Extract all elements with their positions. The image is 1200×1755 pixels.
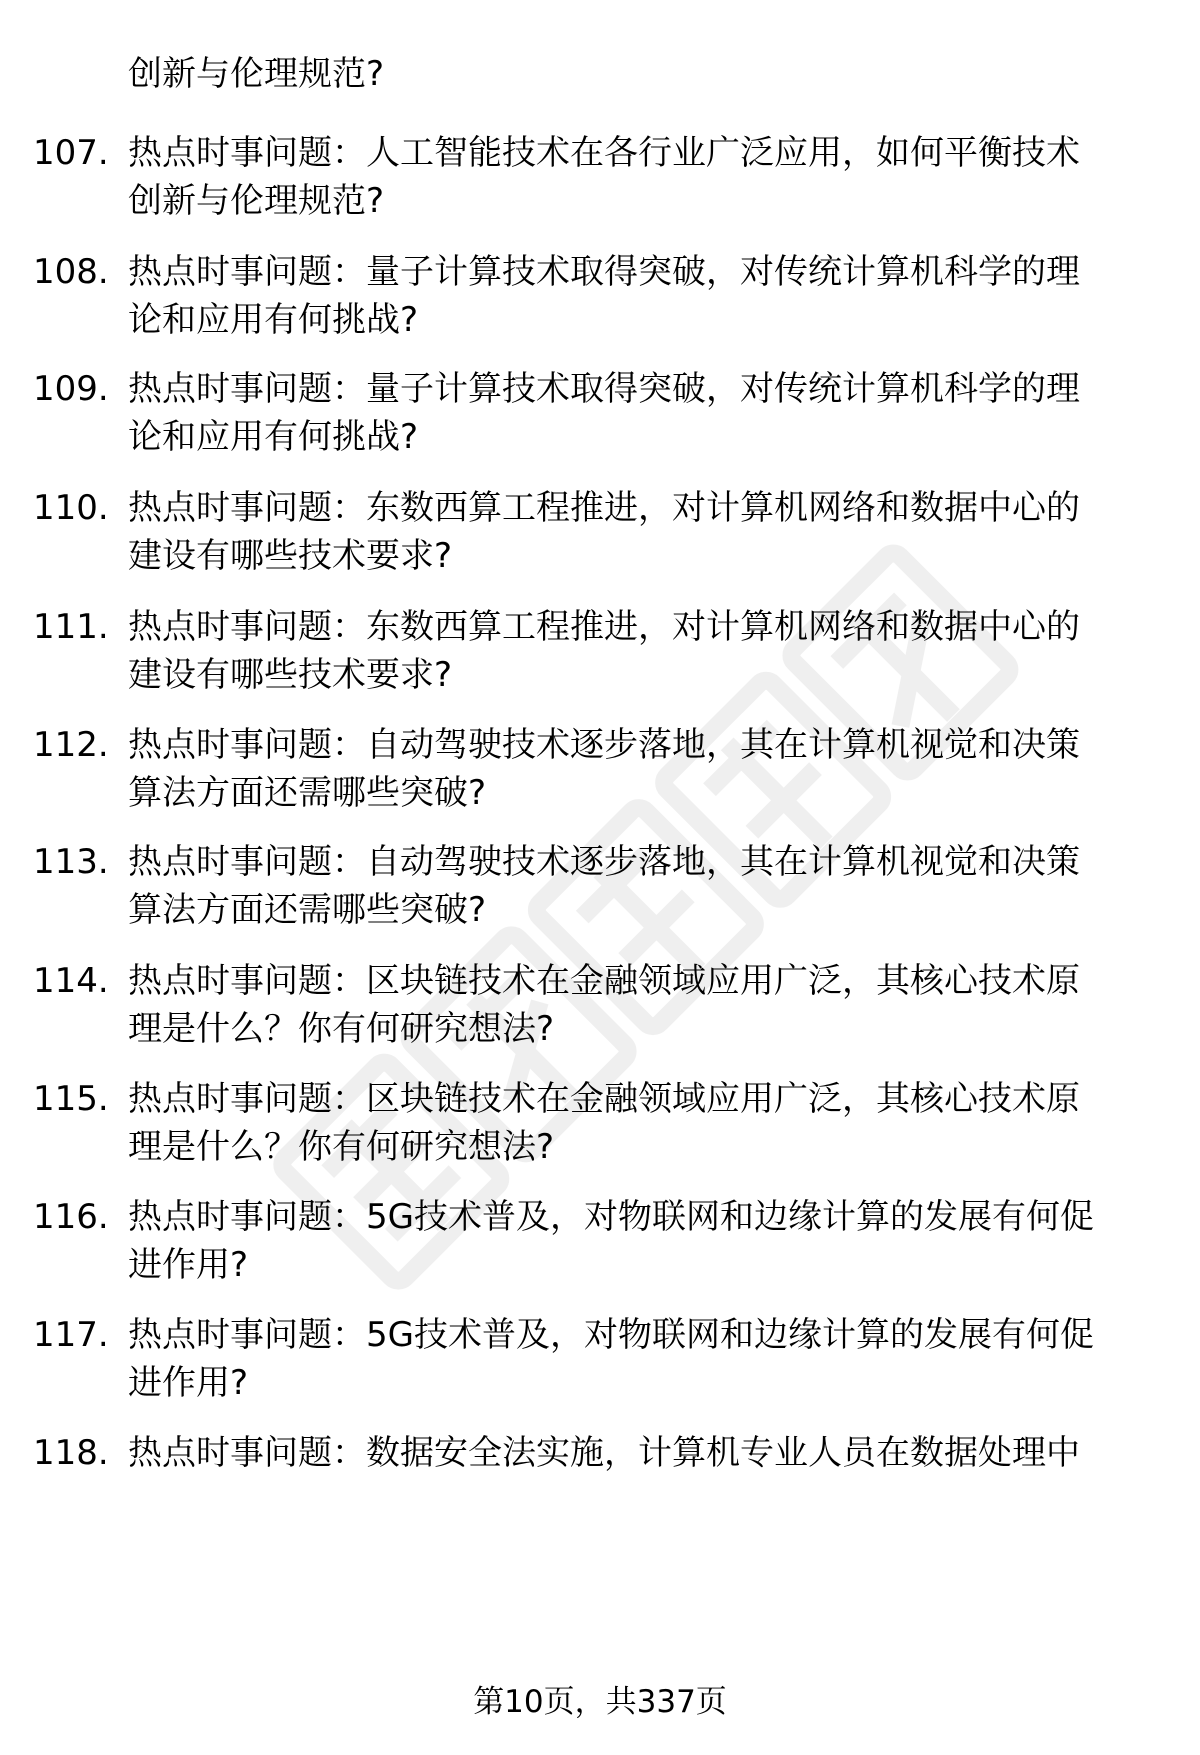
question-number: 113. xyxy=(33,842,109,882)
question-line: 论和应用有何挑战? xyxy=(128,417,419,457)
question-line: 建设有哪些技术要求? xyxy=(128,655,453,695)
question-number: 110. xyxy=(33,488,109,528)
question-line: 热点时事问题：量子计算技术取得突破，对传统计算机科学的理 xyxy=(128,369,1080,409)
list-item xyxy=(0,248,1200,368)
question-text xyxy=(128,365,1168,461)
question-number: 111. xyxy=(33,607,109,647)
question-number: 114. xyxy=(33,961,109,1001)
question-text xyxy=(128,838,1168,934)
question-line: 理是什么？你有何研究想法? xyxy=(128,1009,555,1049)
question-number: 108. xyxy=(33,252,109,292)
question-line: 热点时事问题：自动驾驶技术逐步落地，其在计算机视觉和决策 xyxy=(128,842,1080,882)
question-line: 热点时事问题：5G技术普及，对物联网和边缘计算的发展有何促 xyxy=(128,1197,1094,1237)
question-line: 热点时事问题：东数西算工程推进，对计算机网络和数据中心的 xyxy=(128,607,1080,647)
list-item xyxy=(0,365,1200,485)
question-number: 109. xyxy=(33,369,109,409)
question-line: 热点时事问题：人工智能技术在各行业广泛应用，如何平衡技术 xyxy=(128,133,1080,173)
question-line: 论和应用有何挑战? xyxy=(128,300,419,340)
list-item xyxy=(0,129,1200,249)
question-number: 117. xyxy=(33,1315,109,1355)
question-text xyxy=(128,1075,1168,1171)
question-number: 116. xyxy=(33,1197,109,1237)
question-line: 创新与伦理规范? xyxy=(128,54,385,94)
question-line: 热点时事问题：5G技术普及，对物联网和边缘计算的发展有何促 xyxy=(128,1315,1094,1355)
list-item xyxy=(0,1193,1200,1313)
question-text xyxy=(128,1311,1168,1407)
question-number: 118. xyxy=(33,1433,109,1473)
question-text xyxy=(128,603,1168,699)
question-text xyxy=(128,50,1168,98)
question-text xyxy=(128,957,1168,1053)
question-number: 107. xyxy=(33,133,109,173)
question-line: 算法方面还需哪些突破? xyxy=(128,773,487,813)
question-line: 热点时事问题：自动驾驶技术逐步落地，其在计算机视觉和决策 xyxy=(128,725,1080,765)
list-item xyxy=(0,957,1200,1077)
question-line: 进作用? xyxy=(128,1363,249,1403)
list-item xyxy=(0,1075,1200,1195)
question-line: 创新与伦理规范? xyxy=(128,181,385,221)
question-line: 热点时事问题：东数西算工程推进，对计算机网络和数据中心的 xyxy=(128,488,1080,528)
list-item xyxy=(0,1311,1200,1431)
question-line: 进作用? xyxy=(128,1245,249,1285)
list-item xyxy=(0,1429,1200,1549)
question-line: 热点时事问题：数据安全法实施，计算机专业人员在数据处理中 xyxy=(128,1433,1080,1473)
question-line: 算法方面还需哪些突破? xyxy=(128,890,487,930)
question-line: 热点时事问题：区块链技术在金融领域应用广泛，其核心技术原 xyxy=(128,1079,1080,1119)
list-item xyxy=(0,838,1200,958)
question-line: 热点时事问题：区块链技术在金融领域应用广泛，其核心技术原 xyxy=(128,961,1080,1001)
question-number: 112. xyxy=(33,725,109,765)
question-line: 理是什么？你有何研究想法? xyxy=(128,1127,555,1167)
question-line: 建设有哪些技术要求? xyxy=(128,536,453,576)
question-text xyxy=(128,721,1168,817)
question-text xyxy=(128,1193,1168,1289)
question-number: 115. xyxy=(33,1079,109,1119)
list-item xyxy=(0,721,1200,841)
page-footer: 第10页，共337页 xyxy=(473,1684,727,1720)
list-item xyxy=(0,603,1200,723)
list-item xyxy=(0,484,1200,604)
question-text xyxy=(128,248,1168,344)
question-text xyxy=(128,129,1168,225)
question-text xyxy=(128,1429,1168,1477)
question-text xyxy=(128,484,1168,580)
question-line: 热点时事问题：量子计算技术取得突破，对传统计算机科学的理 xyxy=(128,252,1080,292)
